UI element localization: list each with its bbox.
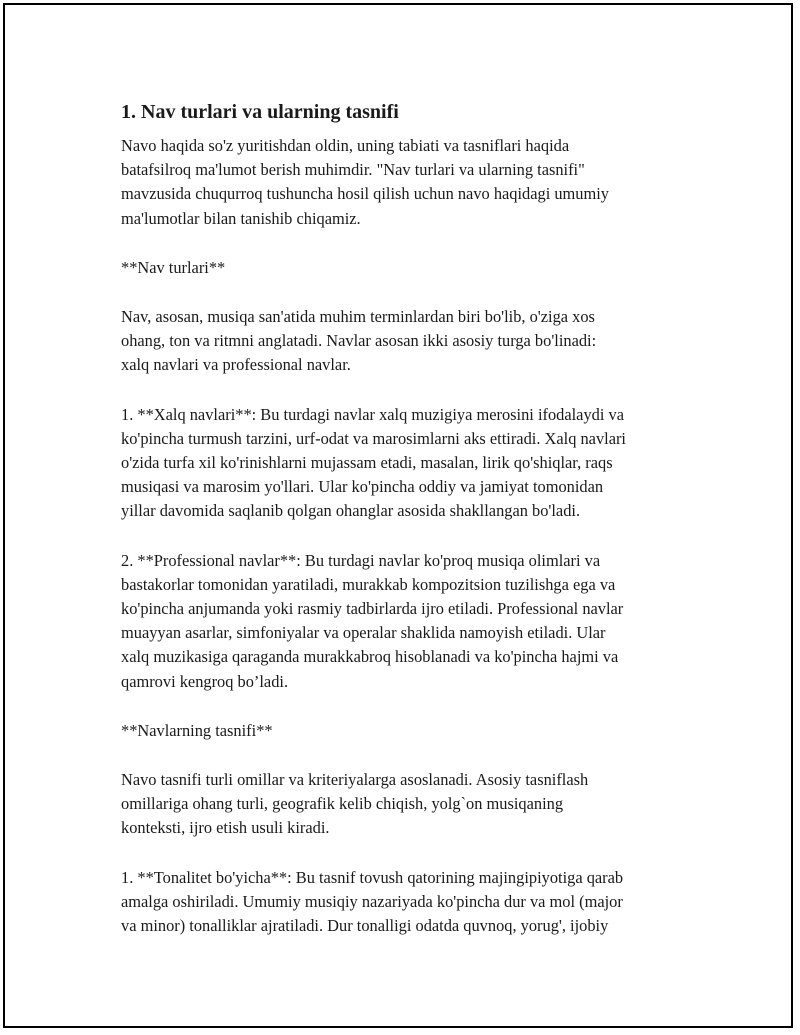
text-line: ma'lumotlar bilan tanishib chiqamiz. bbox=[121, 208, 361, 228]
text-line: 1. **Xalq navlari**: Bu turdagi navlar xalq muzigiya merosini ifodalaydi va bbox=[121, 404, 624, 424]
text-line: Navo haqida so'z yuritishdan oldin, uning tabiati va tasniflari haqida bbox=[121, 136, 570, 155]
paragraph-xalq-navlari bbox=[121, 403, 701, 524]
text-line: yillar davomida saqlanib qolgan ohanglar asosida shakllangan bo'ladi. bbox=[121, 501, 581, 521]
text-line: **Navlarning tasnifi** bbox=[121, 720, 273, 740]
text-line: qamrovi kengroq bo’ladi. bbox=[121, 671, 289, 691]
text-line: Nav, asosan, musiqa san'atida muhim terminlardan biri bo'lib, o'ziga xos bbox=[121, 307, 595, 327]
text-line: 1. **Tonalitet bo'yicha**: Bu tasnif tovush qatorining majingipiyotiga qarab bbox=[121, 867, 624, 887]
paragraph-tasnif-intro bbox=[121, 768, 701, 841]
paragraph-professional-navlar bbox=[121, 549, 701, 694]
paragraph-intro bbox=[121, 134, 701, 231]
text-line: ko'pincha turmush tarzini, urf-odat va marosimlarni aks ettiradi. Xalq navlari bbox=[121, 428, 626, 448]
section-heading-navlarning-tasnifi bbox=[121, 719, 701, 743]
text-line: o'zida turfa xil ko'rinishlarni mujassam etadi, masalan, lirik qo'shiqlar, raqs bbox=[121, 453, 613, 473]
text-line: konteksti, ijro etish usuli kiradi. bbox=[121, 818, 330, 838]
text-line: bastakorlar tomonidan yaratiladi, murakkab kompozitsion tuzilishga ega va bbox=[121, 574, 616, 594]
document-title: 1. Nav turlari va ularning tasnifi bbox=[121, 101, 399, 123]
text-line: ohang, ton va ritmni anglatadi. Navlar asosan ikki asosiy turga bo'linadi: bbox=[121, 331, 597, 351]
text-line: Navo tasnifi turli omillar va kriteriyalarga asoslanadi. Asosiy tasniflash bbox=[121, 770, 589, 790]
text-line: **Nav turlari** bbox=[121, 257, 226, 277]
paragraph-tonalitet bbox=[121, 866, 701, 939]
text-line: xalq muzikasiga qaraganda murakkabroq hisoblanadi va ko'pincha hajmi va bbox=[121, 647, 619, 667]
text-line: musiqasi va marosim yo'llari. Ular ko'pincha oddiy va jamiyat tomonidan bbox=[121, 477, 604, 497]
paragraph-nav-definition bbox=[121, 305, 701, 378]
text-line: muayyan asarlar, simfoniyalar va operalar shaklida namoyish etiladi. Ular bbox=[121, 623, 606, 643]
text-line: mavzusida chuqurroq tushuncha hosil qilish uchun navo haqidagi umumiy bbox=[121, 184, 609, 204]
text-line: xalq navlari va professional navlar. bbox=[121, 355, 351, 375]
section-heading-nav-turlari bbox=[121, 256, 701, 280]
text-line: 2. **Professional navlar**: Bu turdagi navlar ko'proq musiqa olimlari va bbox=[121, 550, 601, 570]
text-line: omillariga ohang turli, geografik kelib chiqish, yolg`on musiqaning bbox=[121, 794, 564, 814]
text-line: amalga oshiriladi. Umumiy musiqiy nazariyada ko'pincha dur va mol (major bbox=[121, 891, 623, 911]
document-page bbox=[3, 3, 793, 1028]
text-line: va minor) tonalliklar ajratiladi. Dur tonalligi odatda quvnoq, yorug', ijobiy bbox=[121, 916, 609, 936]
text-line: batafsilroq ma'lumot berish muhimdir. "Nav turlari va ularning tasnifi" bbox=[121, 160, 585, 180]
document-content bbox=[121, 99, 701, 963]
text-line: ko'pincha anjumanda yoki rasmiy tadbirlarda ijro etiladi. Professional navlar bbox=[121, 599, 624, 619]
